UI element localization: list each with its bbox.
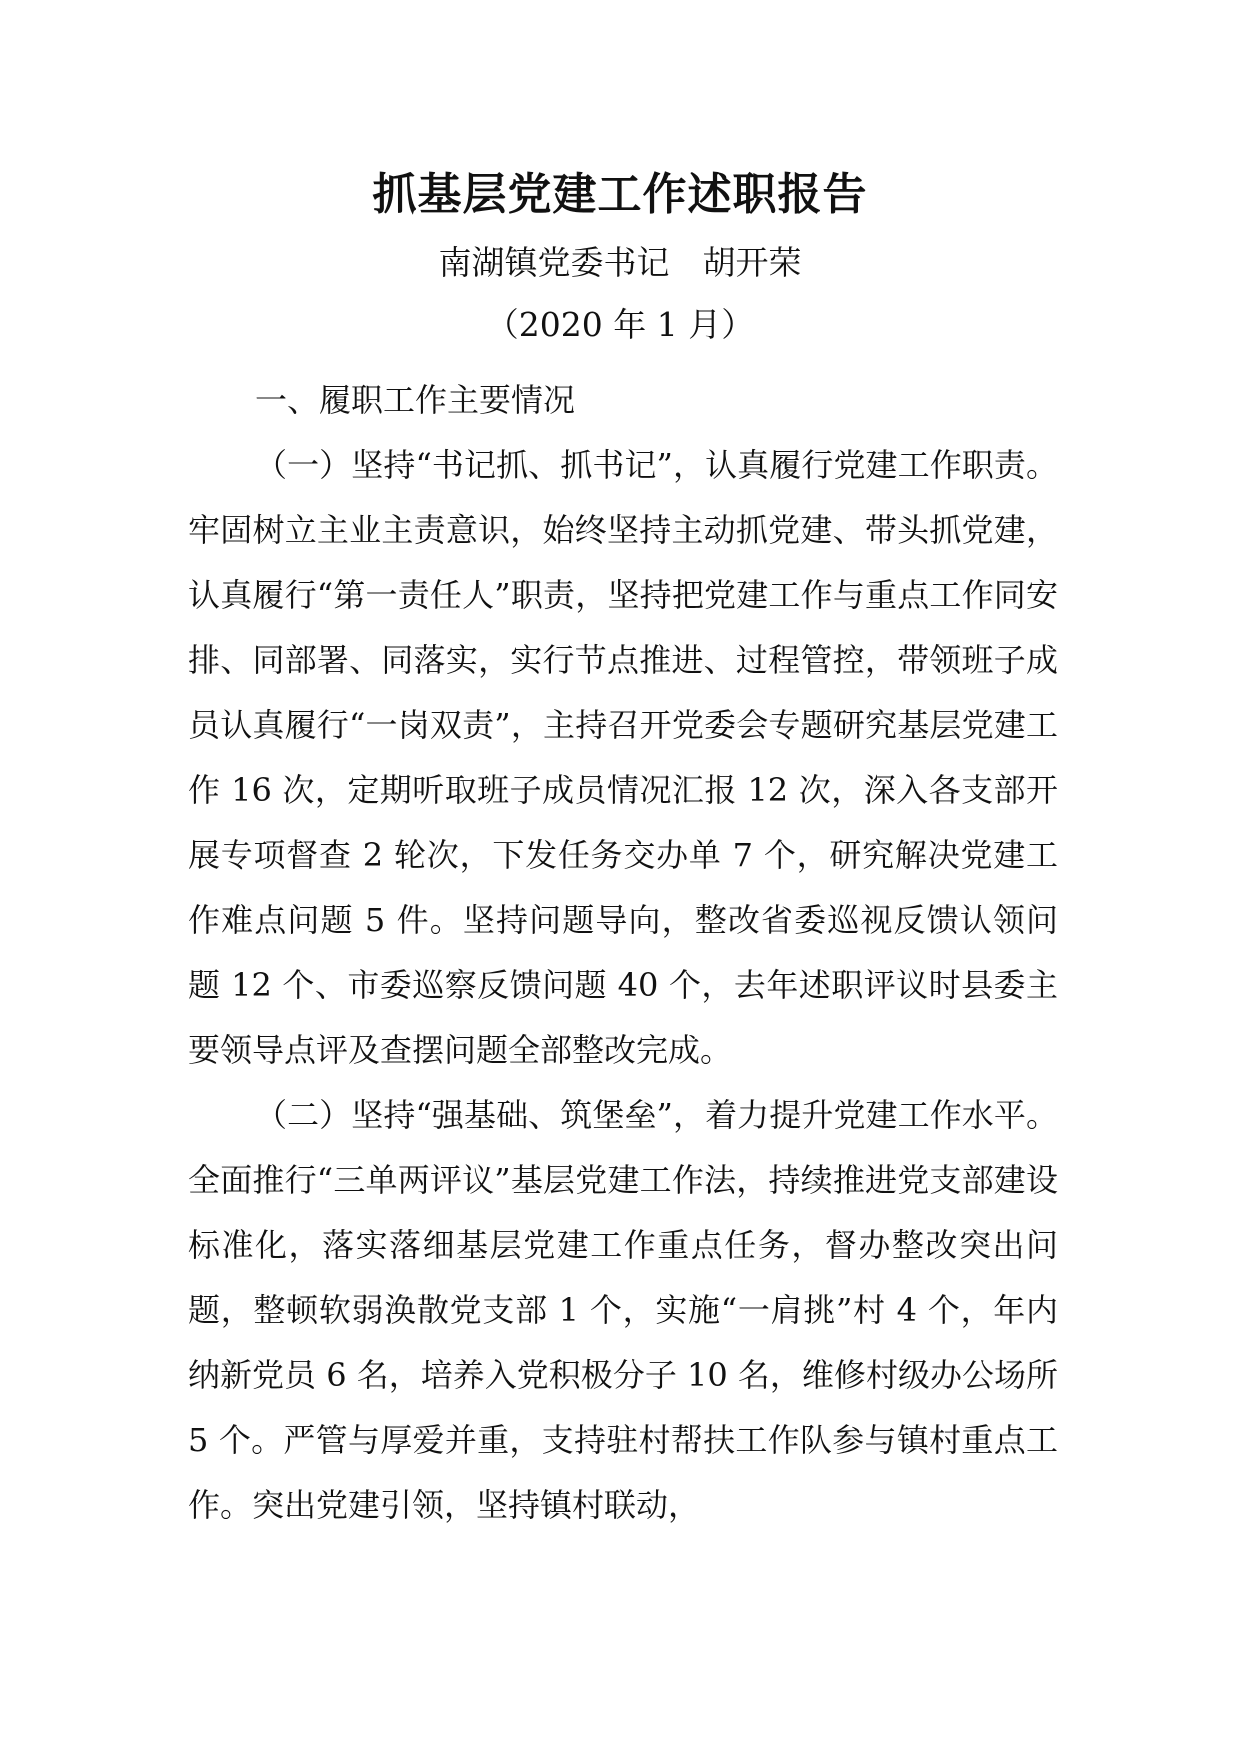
body-paragraph-1: （一）坚持“书记抓、抓书记”，认真履行党建工作职责。牢固树立主业主责意识，始终坚持主动抓党建、带头抓党建，认真履行“第一责任人”职责，坚持把党建工作与重点工作同安排、同部署、同落实，实行节点推进、过程管控，带领班子成员认真履行“一岗双责”，主持召开党委会专题研究基层党建工作 16 次，定期听取班子成员情况汇报 12 次，深入各支部开展专项督查 2 轮次，下发任务交办单 7 个，研究解决党建工作难点问题 5 件。坚持问题导向，整改省委巡视反馈认领问题 12 个、市委巡察反馈问题 40 个，去年述职评议时县委主要领导点评及查摆问题全部整改完成。: [188, 446, 1058, 1069]
document-author: 南湖镇党委书记 胡开荣: [438, 243, 802, 282]
body-paragraph-2: （二）坚持“强基础、筑堡垒”，着力提升党建工作水平。全面推行“三单两评议”基层党建工作法，持续推进党支部建设标准化，落实落细基层党建工作重点任务，督办整改突出问题，整顿软弱涣散党支部 1 个，实施“一肩挑”村 4 个，年内纳新党员 6 名，培养入党积极分子 10 名，维修村级办公场所 5 个。严管与厚爱并重，支持驻村帮扶工作队参与镇村重点工作。突出党建引领，坚持镇村联动，: [188, 1096, 1058, 1524]
document-date: （2020 年 1 月）: [485, 305, 755, 344]
document-body: [188, 368, 1058, 1538]
section-heading: 一、履职工作主要情况: [255, 381, 576, 419]
document-title: 抓基层党建工作述职报告: [372, 169, 868, 220]
